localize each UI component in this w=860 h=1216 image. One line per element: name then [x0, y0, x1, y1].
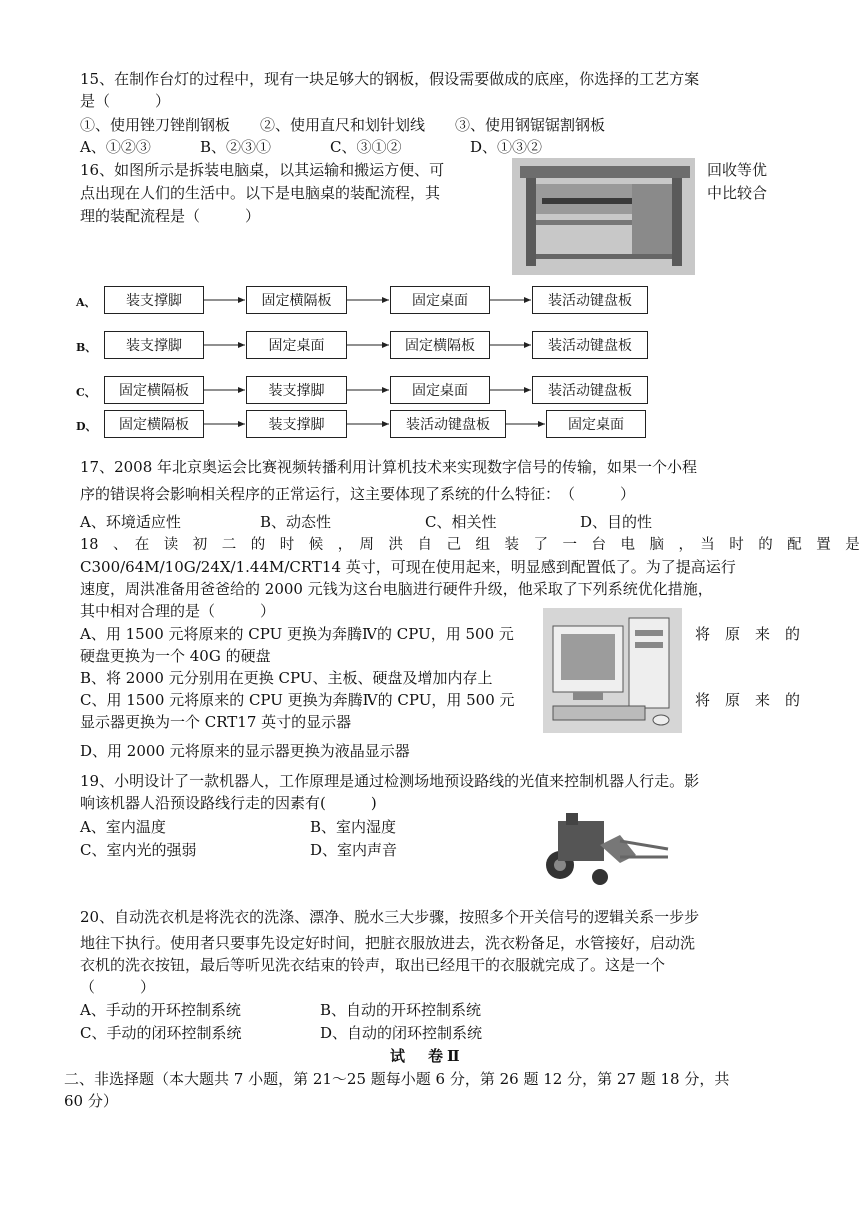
flow-step-box: 装活动键盘板 [390, 410, 506, 438]
q18-choice-c-cont: 显示器更换为一个 CRT17 英寸的显示器 [80, 713, 352, 731]
q17-choice-b: B、动态性 [260, 513, 332, 531]
flow-step-box: 固定桌面 [246, 331, 347, 359]
q18-line4: 其中相对合理的是（ ） [80, 602, 276, 620]
flow-step-box: 装活动键盘板 [532, 286, 648, 314]
flow-option-label: D、 [76, 420, 97, 433]
flow-step-box: 装支撑脚 [104, 286, 204, 314]
q18-line2: C300/64M/10G/24X/1.44M/CRT14 英寸，可现在使用起来，明显感到配置低了。为了提高运行 [80, 558, 736, 576]
flow-step-box: 固定桌面 [546, 410, 646, 438]
q18-line1: 18 、 在 读 初 二 的 时 候 ， 周 洪 自 己 组 装 了 一 台 电 脑 ， 当 时 的 配 置 是 [80, 537, 860, 553]
q15-choice-d: D、①③② [470, 138, 543, 156]
q18-choice-a-cont: 硬盘更换为一个 40G 的硬盘 [80, 647, 271, 665]
flow-step-box: 装活动键盘板 [532, 331, 648, 359]
robot-photo [540, 805, 675, 890]
flow-step-box: 固定桌面 [390, 376, 490, 404]
flow-step-box: 固定横隔板 [390, 331, 490, 359]
q19-choice-c: C、室内光的强弱 [80, 841, 197, 859]
flow-option-label: C、 [76, 386, 96, 399]
q20-choice-b: B、自动的开环控制系统 [320, 1001, 482, 1019]
flow-step-box: 固定横隔板 [246, 286, 347, 314]
q18-choice-d: D、用 2000 元将原来的显示器更换为液晶显示器 [80, 742, 410, 760]
flow-step-box: 装支撑脚 [246, 410, 347, 438]
q17-choice-c: C、相关性 [425, 513, 497, 531]
flow-option-label: A、 [76, 296, 96, 309]
q20-line1: 20、自动洗衣机是将洗衣的洗涤、漂净、脱水三大步骤，按照多个开关信号的逻辑关系一步步 [80, 908, 700, 926]
computer-photo [543, 608, 682, 733]
q17-choice-d: D、目的性 [580, 513, 653, 531]
q15-stem-line1: 15、在制作台灯的过程中，现有一块足够大的钢板，假设需要做成的底座，你选择的工艺方案 [80, 70, 700, 88]
q20-choice-d: D、自动的闭环控制系统 [320, 1024, 483, 1042]
q18-choice-c: C、用 1500 元将原来的 CPU 更换为奔腾Ⅳ的 CPU，用 500 元 [80, 691, 515, 709]
q20-line4: （ ） [80, 978, 156, 996]
flow-option-label: B、 [76, 341, 97, 354]
q15-choice-c: C、③①② [330, 138, 402, 156]
q15-choice-b: B、②③① [200, 138, 272, 156]
q20-line2: 地往下执行。使用者只要事先设定好时间，把脏衣服放进去，洗衣粉备足，水管接好，启动洗 [80, 934, 696, 952]
q19-choice-b: B、室内湿度 [310, 818, 397, 836]
q16-line2: 点出现在人们的生活中。以下是电脑桌的装配流程，其 [80, 184, 441, 202]
flow-step-box: 装支撑脚 [246, 376, 347, 404]
q19-choice-a: A、室内温度 [80, 818, 166, 836]
q18-choice-a: A、用 1500 元将原来的 CPU 更换为奔腾Ⅳ的 CPU，用 500 元 [80, 625, 514, 643]
section2-title: 试 卷Ⅱ [390, 1047, 464, 1065]
q17-choice-a: A、环境适应性 [80, 513, 181, 531]
q18-choice-b: B、将 2000 元分别用在更换 CPU、主板、硬盘及增加内存上 [80, 669, 493, 687]
q20-choice-c: C、手动的闭环控制系统 [80, 1024, 242, 1042]
q15-steps: ①、使用锉刀锉削钢板 ②、使用直尺和划针划线 ③、使用钢锯锯割钢板 [80, 116, 606, 134]
desk-photo [512, 158, 695, 275]
q17-line2: 序的错误将会影响相关程序的正常运行，这主要体现了系统的什么特征： （ ） [80, 485, 636, 503]
q15-choice-a: A、①②③ [80, 138, 151, 156]
q17-line1: 17、2008 年北京奥运会比赛视频转播利用计算机技术来实现数字信号的传输，如果一个小程 [80, 458, 698, 476]
flow-step-box: 装支撑脚 [104, 331, 204, 359]
flow-step-box: 固定横隔板 [104, 376, 204, 404]
q16-line3: 理的装配流程是（ ） [80, 207, 261, 225]
q18-choice-c-tail: 将 原 来 的 [695, 691, 801, 709]
q19-choice-d: D、室内声音 [310, 841, 398, 859]
q18-choice-a-tail: 将 原 来 的 [695, 625, 801, 643]
section2-line1: 二、非选择题（本大题共 7 小题，第 21～25 题每小题 6 分，第 26 题 12 分，第 27 题 18 分，共 [64, 1070, 730, 1088]
flow-step-box: 固定横隔板 [104, 410, 204, 438]
q15-stem-line2: 是（ ） [80, 92, 171, 110]
q16-line1: 16、如图所示是拆装电脑桌，以其运输和搬运方便、可 [80, 161, 445, 179]
q16-line2-tail: 中比较合 [707, 184, 768, 202]
q16-line1-tail: 回收等优 [707, 161, 768, 179]
q19-line1: 19、小明设计了一款机器人，工作原理是通过检测场地预设路线的光值来控制机器人行走。影 [80, 772, 700, 790]
section2-line2: 60 分） [64, 1092, 118, 1110]
q20-line3: 衣机的洗衣按钮，最后等听见洗衣结束的铃声，取出已经甩干的衣服就完成了。这是一个 [80, 956, 666, 974]
flow-step-box: 固定桌面 [390, 286, 490, 314]
q19-line2: 响该机器人沿预设路线行走的因素有( ) [80, 794, 377, 812]
q20-choice-a: A、手动的开环控制系统 [80, 1001, 241, 1019]
flow-step-box: 装活动键盘板 [532, 376, 648, 404]
q18-line3: 速度，周洪准备用爸爸给的 2000 元钱为这台电脑进行硬件升级，他采取了下列系统优化措施， [80, 580, 713, 598]
